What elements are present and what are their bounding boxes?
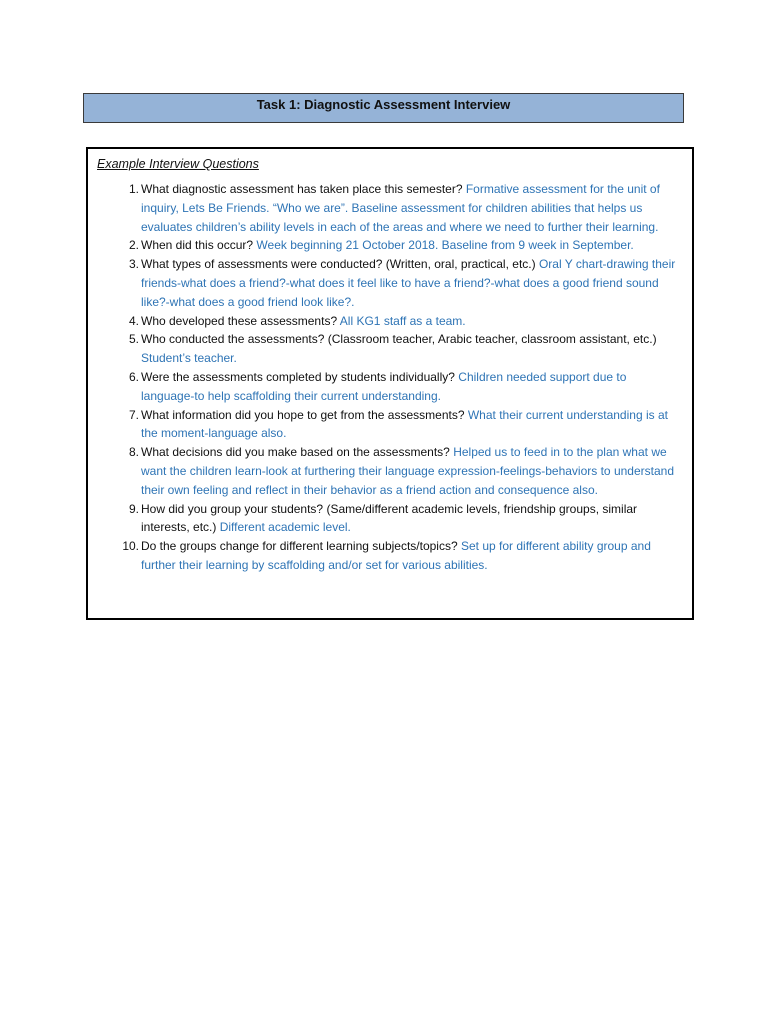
list-item	[97, 236, 682, 255]
interview-questions-box	[86, 147, 694, 620]
list-item	[97, 500, 682, 538]
question-text: Who conducted the assessments? (Classroom teacher, Arabic teacher, classroom assistant, etc.)	[141, 332, 657, 347]
list-item	[97, 443, 682, 499]
page-title	[83, 93, 684, 123]
answer-text: Student’s teacher.	[141, 351, 237, 366]
list-item	[97, 406, 682, 444]
question-number: 1.	[128, 182, 139, 196]
question-text: What decisions did you make based on the assessments?	[141, 445, 450, 460]
question-text: How did you group your students? (Same/different academic levels, friendship groups, similar interests, etc.)	[141, 501, 638, 535]
list-item	[97, 180, 682, 236]
question-list	[97, 180, 682, 575]
page-title-text: Task 1: Diagnostic Assessment Interview	[256, 97, 511, 112]
answer-text: What their current understanding is at the moment-language also.	[141, 407, 668, 441]
list-item	[97, 312, 682, 331]
list-item	[97, 255, 682, 311]
answer-text: Helped us to feed in to the plan what we want the children learn-look at furthering their language expression-feelings-behaviors to understand their own feeling and reflect in their behavior as a friend action and consequence also.	[141, 445, 674, 497]
question-text: What types of assessments were conducted? (Written, oral, practical, etc.)	[141, 257, 536, 272]
question-text: Were the assessments completed by students individually?	[141, 369, 455, 384]
answer-text: Different academic level.	[219, 520, 351, 535]
question-number: 8.	[128, 445, 139, 460]
question-number: 3.	[128, 257, 139, 272]
answer-text: All KG1 staff as a team.	[339, 313, 466, 328]
answer-text: Week beginning 21 October 2018. Baseline from 9 week in September.	[256, 238, 634, 253]
question-number: 6.	[128, 369, 139, 384]
question-number: 7.	[128, 407, 139, 422]
question-number: 2.	[128, 238, 139, 253]
question-text: When did this occur?	[141, 238, 254, 253]
answer-text: Oral Y chart-drawing their friends-what does a friend?-what does it feel like to have a friend?-what does a good friend sound like?-what does a good friend look like?.	[141, 257, 676, 309]
question-number: 4.	[128, 313, 139, 328]
list-item	[97, 330, 682, 368]
question-text: Who developed these assessments?	[141, 313, 338, 328]
answer-text: Formative assessment for the unit of inquiry, Lets Be Friends. “Who we are”. Baseline assessment for children abilities that helps us evaluates children’s ability levels in each of the areas and where we need to further their learning.	[141, 182, 660, 234]
question-number: 10.	[122, 539, 139, 554]
section-subtitle: Example Interview Questions	[97, 157, 259, 171]
answer-text: Set up for different ability group and further their learning by scaffolding and/or set for various abilities.	[141, 539, 651, 572]
question-text: Do the groups change for different learning subjects/topics?	[141, 539, 458, 554]
question-text: What diagnostic assessment has taken place this semester?	[141, 182, 463, 196]
list-item	[97, 537, 682, 575]
list-item	[97, 368, 682, 406]
question-number: 9.	[128, 501, 139, 516]
question-text: What information did you hope to get from the assessments?	[141, 407, 465, 422]
question-number: 5.	[128, 332, 139, 347]
answer-text: Children needed support due to language-to help scaffolding their current understanding.	[141, 369, 627, 403]
